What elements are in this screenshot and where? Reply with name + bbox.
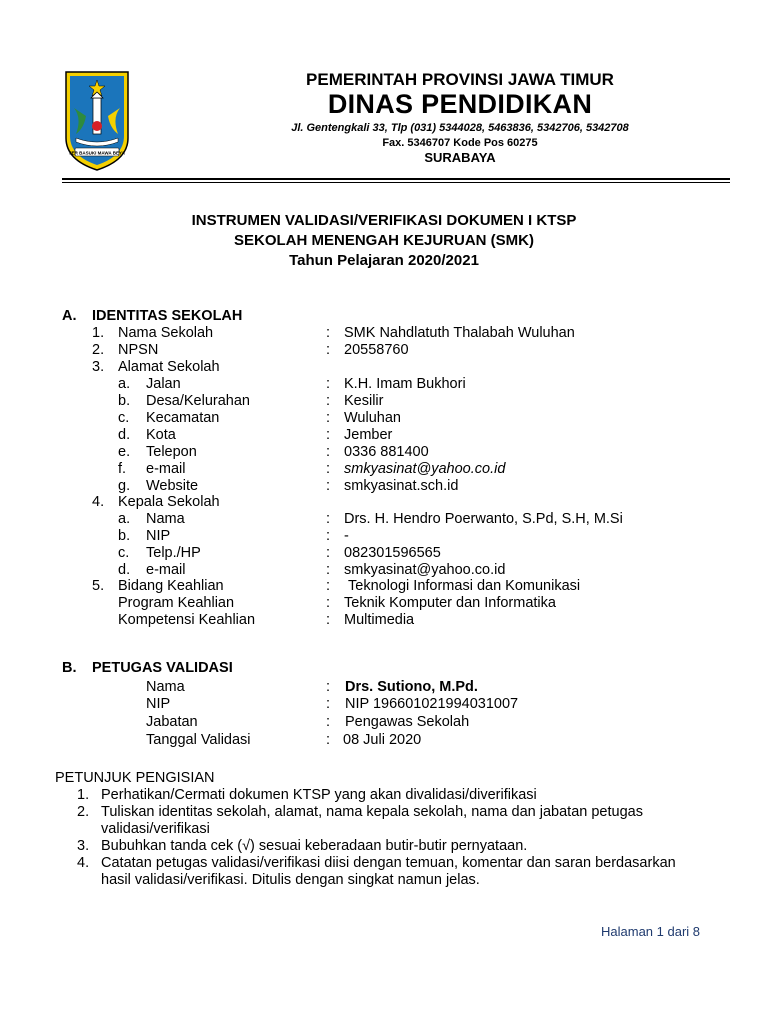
instruction-text-continued: validasi/verifikasi (101, 821, 210, 837)
row-colon: : (326, 679, 331, 695)
row-colon: : (326, 427, 331, 443)
row-label: Jabatan (146, 714, 198, 730)
agency-fax: Fax. 5346707 Kode Pos 60275 (382, 137, 538, 149)
row-colon: : (326, 511, 331, 527)
document-title-line-1: INSTRUMEN VALIDASI/VERIFIKASI DOKUMEN I KTSP (191, 212, 577, 229)
row-colon: : (326, 545, 331, 561)
section-b-heading: PETUGAS VALIDASI (92, 660, 233, 676)
row-label: Kecamatan (146, 410, 220, 426)
npsn-value: 20558760 (344, 342, 409, 358)
row-number: 5. (92, 578, 105, 594)
row-letter: c. (118, 410, 130, 426)
row-label: Telepon (146, 444, 197, 460)
instruction-number: 4. (77, 855, 90, 871)
row-label: e-mail (146, 461, 186, 477)
instruction-text-continued: hasil validasi/verifikasi. Ditulis dengan singkat namun jelas. (101, 872, 480, 888)
instruction-text: Perhatikan/Cermati dokumen KTSP yang akan divalidasi/diverifikasi (101, 787, 537, 803)
row-label: Telp./HP (146, 545, 201, 561)
school-name-value: SMK Nahdlatuth Thalabah Wuluhan (344, 325, 575, 341)
row-label: e-mail (146, 562, 186, 578)
instruction-text: Catatan petugas validasi/verifikasi diisi dengan temuan, komentar dan saran berdasarkan (101, 855, 676, 871)
validator-position-value: Pengawas Sekolah (345, 714, 470, 730)
agency-city: SURABAYA (424, 150, 496, 165)
website-value: smkyasinat.sch.id (344, 478, 459, 494)
validation-date-value: 08 Juli 2020 (343, 732, 422, 748)
section-a-letter: A. (62, 308, 77, 324)
row-label: Kota (146, 427, 176, 443)
row-letter: c. (118, 545, 130, 561)
row-colon: : (326, 696, 331, 712)
section-a-heading: IDENTITAS SEKOLAH (92, 308, 243, 324)
row-colon: : (326, 325, 331, 341)
row-letter: d. (118, 562, 131, 578)
school-email-value: smkyasinat@yahoo.co.id (344, 461, 506, 477)
row-label: Bidang Keahlian (118, 578, 224, 594)
row-label: Program Keahlian (118, 595, 235, 611)
row-label: Kepala Sekolah (118, 494, 220, 510)
row-colon: : (326, 478, 331, 494)
row-label: Nama Sekolah (118, 325, 214, 341)
city-value: Jember (344, 427, 393, 443)
document-title-line-2: SEKOLAH MENENGAH KEJURUAN (SMK) (233, 232, 534, 249)
row-label: Kompetensi Keahlian (118, 612, 256, 628)
row-colon: : (326, 444, 331, 460)
row-colon: : (326, 732, 331, 748)
validator-nip-value: NIP 196601021994031007 (345, 696, 519, 712)
letterhead-rule-thin (62, 182, 730, 183)
row-number: 3. (92, 359, 105, 375)
east-java-emblem-icon (62, 68, 132, 172)
letterhead-rule-thick (62, 178, 730, 180)
row-number: 2. (92, 342, 105, 358)
row-label: Alamat Sekolah (118, 359, 220, 375)
field-of-expertise-value: Teknologi Informasi dan Komunikasi (348, 578, 581, 594)
street-value: K.H. Imam Bukhori (344, 376, 466, 392)
row-label: Nama (146, 511, 185, 527)
row-label: Nama (146, 679, 185, 695)
row-colon: : (326, 410, 331, 426)
instruction-number: 2. (77, 804, 90, 820)
row-label: Website (146, 478, 199, 494)
row-label: NIP (146, 528, 171, 544)
instruction-number: 3. (77, 838, 90, 854)
row-label: Desa/Kelurahan (146, 393, 250, 409)
principal-name-value: Drs. H. Hendro Poerwanto, S.Pd, S.H, M.Si (344, 511, 623, 527)
instruction-number: 1. (77, 787, 90, 803)
row-colon: : (326, 562, 331, 578)
row-number: 4. (92, 494, 105, 510)
program-value: Teknik Komputer dan Informatika (344, 595, 556, 611)
row-letter: b. (118, 393, 131, 409)
row-letter: a. (118, 376, 131, 392)
row-colon: : (326, 578, 331, 594)
principal-phone-value: 082301596565 (344, 545, 441, 561)
agency-address: Jl. Gentengkali 33, Tlp (031) 5344028, 5463836, 5342706, 5342708 (291, 122, 629, 134)
validator-name-value: Drs. Sutiono, M.Pd. (345, 679, 478, 695)
row-label: NIP (146, 696, 171, 712)
phone-value: 0336 881400 (344, 444, 429, 460)
row-colon: : (326, 528, 331, 544)
row-letter: b. (118, 528, 131, 544)
principal-nip-value: - (344, 528, 349, 544)
document-title-line-3: Tahun Pelajaran 2020/2021 (289, 252, 479, 269)
row-letter: f. (118, 461, 127, 477)
section-b-letter: B. (62, 660, 77, 676)
row-label: Jalan (146, 376, 181, 392)
row-colon: : (326, 595, 331, 611)
row-colon: : (326, 714, 331, 730)
row-colon: : (326, 342, 331, 358)
instruction-text: Bubuhkan tanda cek (√) sesuai keberadaan butir-butir pernyataan. (101, 838, 528, 854)
row-colon: : (326, 612, 331, 628)
row-letter: d. (118, 427, 131, 443)
row-label: NPSN (118, 342, 159, 358)
page-number: Halaman 1 dari 8 (601, 924, 700, 939)
emblem-motto: JER BASUKI MAWA BEYA (69, 150, 125, 156)
province-name: PEMERINTAH PROVINSI JAWA TIMUR (306, 70, 614, 89)
row-colon: : (326, 376, 331, 392)
row-number: 1. (92, 325, 105, 341)
district-value: Wuluhan (344, 410, 401, 426)
row-colon: : (326, 393, 331, 409)
competency-value: Multimedia (344, 612, 415, 628)
row-letter: a. (118, 511, 131, 527)
agency-name: DINAS PENDIDIKAN (327, 89, 593, 119)
row-letter: g. (118, 478, 131, 494)
principal-email-value: smkyasinat@yahoo.co.id (344, 562, 506, 578)
row-label: Tanggal Validasi (146, 732, 251, 748)
row-colon: : (326, 461, 331, 477)
instruction-text: Tuliskan identitas sekolah, alamat, nama kepala sekolah, nama dan jabatan petugas (101, 804, 643, 820)
row-letter: e. (118, 444, 131, 460)
instructions-heading: PETUNJUK PENGISIAN (55, 770, 215, 786)
village-value: Kesilir (344, 393, 384, 409)
